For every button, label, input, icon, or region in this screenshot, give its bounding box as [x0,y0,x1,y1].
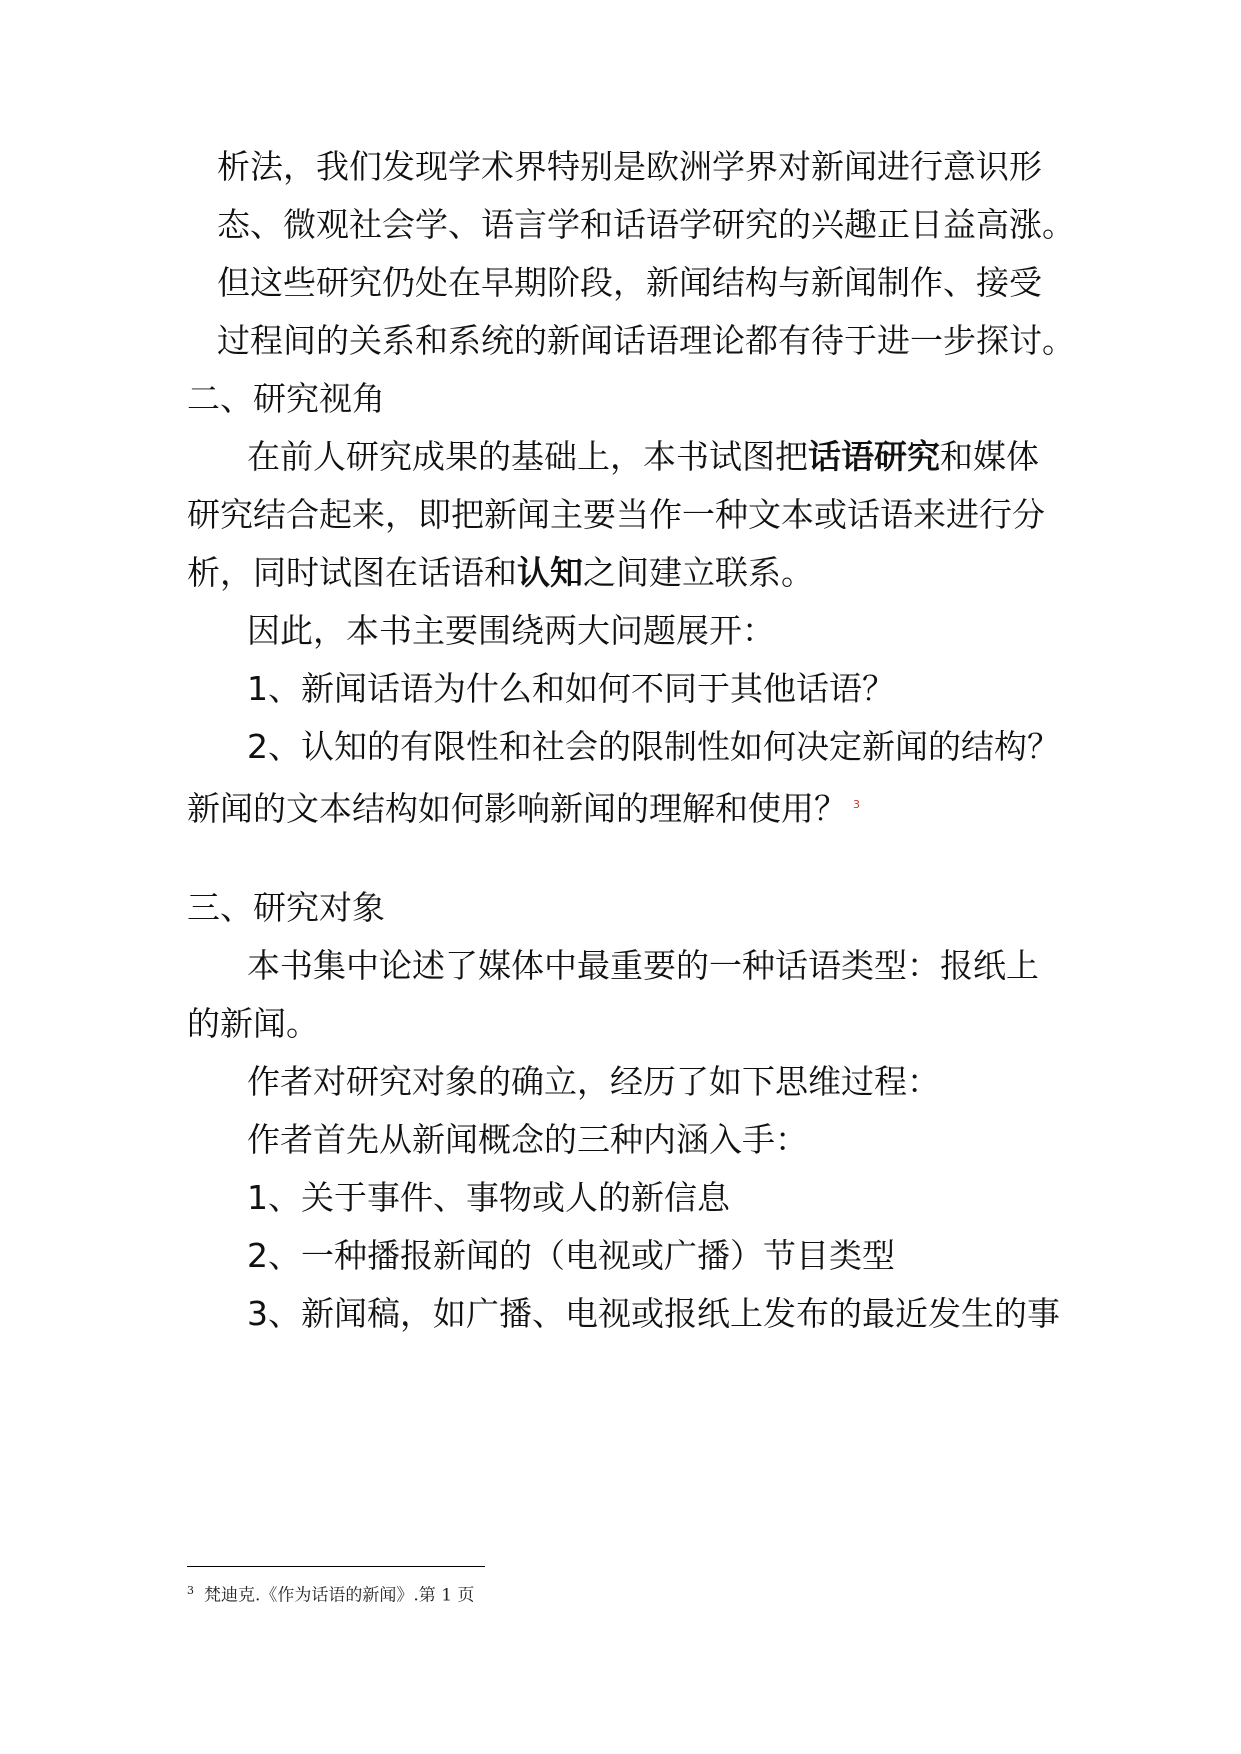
bold-term: 话语研究 [808,437,940,476]
text-run: 析，同时试图在话语和 [187,553,517,592]
body-line: 作者首先从新闻概念的三种内涵入手： [247,1120,808,1159]
body-line [187,553,814,593]
list-item: 2、一种播报新闻的（电视或广播）节目类型 [247,1236,895,1275]
body-line: 但这些研究仍处在早期阶段，新闻结构与新闻制作、接受 [217,263,1042,302]
body-line: 研究结合起来，即把新闻主要当作一种文本或话语来进行分 [187,495,1045,534]
body-line [187,785,860,829]
question-item: 2、认知的有限性和社会的限制性如何决定新闻的结构？ [247,727,1060,766]
body-line: 本书集中论述了媒体中最重要的一种话语类型：报纸上 [247,946,1039,985]
text-run: 和媒体 [940,437,1039,476]
body-line: 因此，本书主要围绕两大问题展开： [247,611,775,650]
body-line: 作者对研究对象的确立，经历了如下思维过程： [247,1062,940,1101]
section-heading: 三、研究对象 [187,888,385,927]
footnote-number: 3 [187,1584,194,1597]
body-line: 过程间的关系和系统的新闻话语理论都有待于进一步探讨。 [217,321,1075,360]
footnote-text: 梵迪克.《作为话语的新闻》.第 1 页 [204,1585,475,1606]
body-line: 态、微观社会学、语言学和话语学研究的兴趣正日益高涨。 [217,205,1075,244]
footnote-divider [187,1566,485,1567]
bold-term: 认知 [517,553,583,592]
section-heading: 二、研究视角 [187,379,385,418]
footnote [187,1580,474,1607]
text-run: 之间建立联系。 [583,553,814,592]
question-item: 1、新闻话语为什么和如何不同于其他话语？ [247,669,895,708]
body-line: 析法，我们发现学术界特别是欧洲学界对新闻进行意识形 [217,147,1042,186]
list-item: 3、新闻稿，如广播、电视或报纸上发布的最近发生的事 [247,1294,1060,1333]
list-item: 1、关于事件、事物或人的新信息 [247,1178,730,1217]
body-line [247,437,1039,477]
text-run: 在前人研究成果的基础上，本书试图把 [247,437,808,476]
body-line: 的新闻。 [187,1004,319,1043]
text-run: 新闻的文本结构如何影响新闻的理解和使用？ [187,789,847,828]
footnote-reference[interactable]: 3 [853,798,860,811]
